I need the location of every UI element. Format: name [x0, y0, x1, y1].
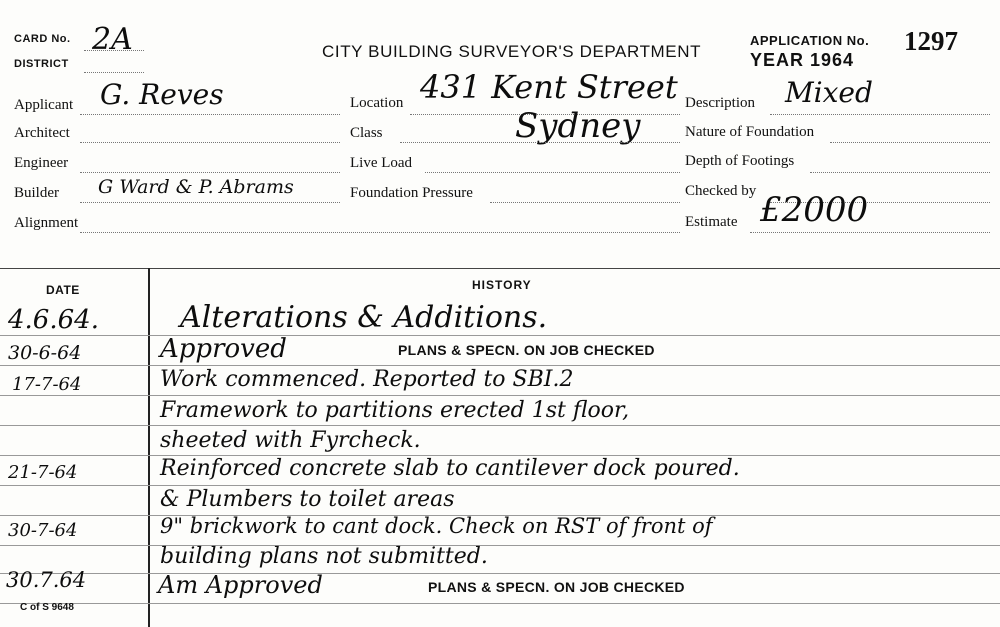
history-date: 30-6-64 [8, 342, 82, 364]
architect-label: Architect [14, 125, 70, 141]
application-label: APPLICATION No. [750, 33, 870, 48]
description-value: Mixed [785, 76, 873, 109]
history-entry: Approved [160, 334, 287, 364]
card-no-label: CARD No. [14, 33, 71, 45]
department-title: CITY BUILDING SURVEYOR'S DEPARTMENT [322, 42, 702, 61]
application-number: 1297 [904, 26, 958, 56]
history-entry: Reinforced concrete slab to cantilever dock poured. [160, 456, 740, 481]
history-entry: Am Approved [158, 571, 323, 599]
history-date: 21-7-64 [8, 462, 78, 483]
checked-stamp: PLANS & SPECN. ON JOB CHECKED [398, 342, 655, 358]
history-entry: sheeted with Fyrcheck. [160, 428, 421, 453]
live-load-label: Live Load [350, 155, 413, 171]
history-entry: 9" brickwork to cant dock. Check on RST of front of [160, 514, 713, 538]
history-entry: Framework to partitions erected 1st floor, [160, 398, 630, 423]
foundation-pressure-label: Foundation Pressure [350, 185, 473, 201]
builder-label: Builder [14, 185, 59, 201]
estimate-value: £2000 [760, 190, 869, 230]
year-label: YEAR 1964 [750, 50, 855, 70]
checked-stamp: PLANS & SPECN. ON JOB CHECKED [428, 579, 685, 595]
builder-value: G Ward & P. Abrams [98, 176, 294, 198]
nature-of-foundation-label: Nature of Foundation [685, 124, 815, 140]
applicant-value: G. Reves [100, 78, 224, 111]
history-entry: Alterations & Additions. [180, 300, 548, 335]
alignment-label: Alignment [14, 215, 79, 231]
history-header: HISTORY [472, 278, 532, 292]
location-value-1: 431 Kent Street [420, 68, 678, 106]
history-entry: building plans not submitted. [160, 544, 488, 569]
history-entry: & Plumbers to toilet areas [160, 487, 455, 512]
district-label: DISTRICT [14, 58, 69, 70]
depth-of-footings-label: Depth of Footings [685, 153, 795, 169]
applicant-label: Applicant [14, 97, 74, 113]
history-entry: Work commenced. Reported to SBI.2 [160, 367, 574, 392]
engineer-label: Engineer [14, 155, 69, 171]
card-no-value: 2A [92, 22, 133, 57]
location-value-2: Sydney [515, 106, 641, 146]
form-number: C of S 9648 [20, 602, 74, 613]
description-label: Description [685, 95, 755, 111]
history-date: 17-7-64 [12, 374, 82, 395]
history-date: 30.7.64 [6, 568, 87, 592]
estimate-label: Estimate [685, 214, 738, 230]
history-date: 4.6.64. [8, 305, 99, 335]
date-header: DATE [46, 283, 80, 297]
history-date: 30-7-64 [8, 520, 78, 541]
location-label: Location [350, 95, 404, 111]
checked-by-label: Checked by [685, 183, 757, 199]
class-label: Class [350, 125, 383, 141]
